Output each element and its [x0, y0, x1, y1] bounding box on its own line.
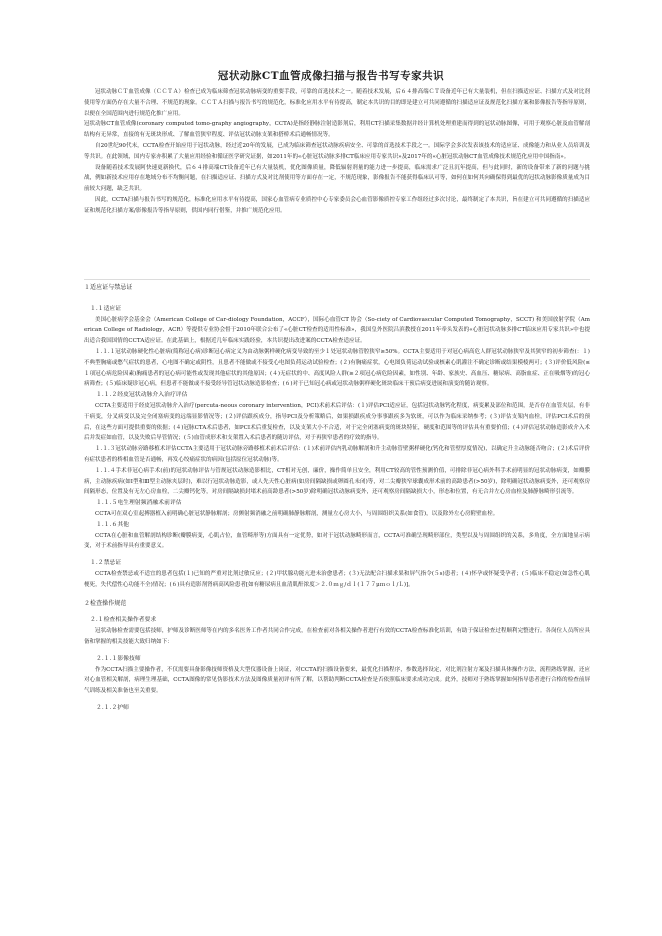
- subsection-heading: ２.１.２护师: [96, 704, 130, 711]
- body-paragraph: CCTA在心脏和血管解剖结构诊断(瓣膜病变，心肌占位，血管畸形等)方面具有一定优势，如对于冠状动脉畸形而言，CCTA可准确呈现畸形部位，类型以及与周围组织的关系，多角度，全方面地显示病变，对于术前指导具有重要意义。: [84, 532, 590, 550]
- body-paragraph: CCTA主要适用于经皮冠状动脉介入治疗(percuta-neous coronary intervention，PCI)术前术后评估：(１)评估PCI适应证，包括冠状动脉钙化程度，病变累及部位和范围，是否存在血管夹层，有非干病变，分叉病变以及完全闭塞病变的远端显影情况等；(２)评估跟疾成分，指导PCI及分析策略后，如果损跟疾成分事事跟疾多为软斑，可以作为临床采纳参考；(３)评估支架内血栓，评估PCI术后的预后，在这些方面可提供重要的依据；(４)冠脉CTA术后患者，如PCI术后重复检查，以及支架大小不合适，对于完全闭塞病变的斑块特征，硬度和范围等的评估具有重要价值；(４)评估冠状动脉造影成介入术后并发症如血管，以及失败后导管情况；(５)血管成形术和支架置入术后患者的随访评估，对于再狭窄患者的疗效的指导。: [84, 402, 590, 442]
- body-block: [84, 283, 590, 714]
- body-paragraph: CCTA可在双心室起搏器植入前明确心脏冠状静脉解剖；房颤射频消融之前明确肺静脉解剖，测量左心房大小，与周围组织关系(如食管)，以及除外左心房附壁血栓。: [95, 510, 499, 517]
- subsection-heading: １.１.２经皮冠状动脉介入治疗评估: [96, 392, 188, 399]
- section-heading: ２检查操作规范: [84, 599, 127, 607]
- body-paragraph: １.１.４手术非冠心病手术(前)的冠状动脉评估与管规冠状动脉造影相比，CT相对无创，廉价，操作简单且安全，利用CT较高的管性预测价值，可排除非冠心病外科手术前明显的冠状动脉病变，如瓣膜病，主动脉疾病(如Ⅰ型和Ⅲ型主动脉夹层时)，难以行冠状动脉造影，或人先天性心脏病(如房间隔缺损或卵圆孔未闭)等，对二尖瓣狭窄球囊成形术前的高龄患者(>50岁)，除明确冠状动脉病变外，还可观察房间隔形态，位置及有无左心房血栓，二尖瓣钙化等，对房间隔缺损封堵术前高龄患者(>50岁)除明确冠状动脉病变外，还可观察房间隔缺损大小，形态和位置，有无合并左心房血栓及肺静脉畸形引流等。: [84, 467, 590, 496]
- intro-paragraph: 因此，CCTA扫描与报告书写的规范化，标准化应用水平有待提高，国家心血管病专业质控中心专家委员会心血管影像质控专家工作组经过多次讨论，最终制定了本共识，旨在建立可共同遵循的扫描适应证和规范化扫描方案/影像报告等指导原则，供国内同行借鉴，并推广规范化应用。: [84, 196, 590, 214]
- subsection-heading: １.２禁忌证: [90, 560, 122, 567]
- body-paragraph: １.１.１冠状动脉硬化性心脏病(简称冠心病)诊断冠心病定义为由动脉粥样硬化病变导致的至少１处冠状动脉管腔狭窄≥50%。CCTA主要适用于对冠心病高危人群冠状动脉狭窄及其狭窄的初步筛查(：１)不典型胸痛或憋气症状的患者，心电图不确定或阴性，且患者不能做或不接受心电图负荷运动试验检查；(２)有胸痛症状，心电图负荷运动试验或核素心肌灌注不确定诊断或结果模棱两可；(３)评价低风险(≤１项冠心病危险因素)胸痛患者的冠心病可能性或发现其他症状的其他原因；(４)无症状的中、高度风险人群(≥２项冠心病危险因素，如性别、年龄、家族史、高血压、糖尿病、高脂血症、正在吸烟等)的冠心病筛查；(５)临床疑诊冠心病，但患者不能做或不接受经导管冠状动脉造影检查；(６)对于已知冠心病或冠状动脉粥样硬化斑块临床干预后病变进展和演变的随访观察。: [84, 348, 590, 388]
- body-paragraph: 作为CCTA扫描主要操作者，不仅需要具备影像技师资格及大型仪器设备上岗证，对CCTA的扫描设备要来，最优化扫描程序，参数选择设定，对比剂注射方案及扫描具体操作方法，流程熟练掌握，还应对心血管相关解剖，病理生理基础，CCTA图像的常见伪影技术方法及图像质量初评有所了解，以帮助判断CCTA检查是否依照临床要求成功完成。此外，技师对于熟练掌握如何指导患者进行合格的检查前屏气训练及相关准备也至关重要。: [84, 666, 590, 695]
- intro-paragraph: 自20世纪90代末，CCTA检查开始应用于冠状动脉，经过近20年的发展，已成为临床筛查冠状动脉疾病安全、可靠的首选技术手段之一。国际学会多次发表该技术的适应证、成像能力和从业人员培训及等共识。在此领域，国内专家亦积累了大量应用经验和循证医学研究证据，如2011年的«心脏冠状动脉多排CT临床应用专家共识»及2017年的«心脏冠状动脉CT血管成像技术规范化应用中国指南»。: [84, 142, 590, 160]
- subsection-heading: ２.１检查相关操作者要求: [90, 617, 157, 624]
- intro-paragraph: 设备随着技术发展阿快速更新换代，后６４排高端CT设备近年已有大量装机，优化图像质量，降低辐射剂量的能力进一步提高，临床需求广泛且沉年提高，但与此同时，新的设备带来了新的问题与挑战，例如新技术应用存在地域分布不均衡问题，在扫描适应证、扫描方式及对比剂使用等方面存在一定，不规范现象，影像报告不能获得临床认可等，如何在如何其向确保得到最优的冠状动脉影像质量成为目前较大问题，缺乏共识。: [84, 164, 590, 193]
- intro-paragraph: 冠状动脉ＣＴ血管成像（ＣＣＴＡ）检查已成为临床筛查冠状动脉病变的重要手段，可靠的首选技术之一。随着技术发展，后６４排高端ＣＴ设备近年已有大量装机，但在扫描适应证、扫描方式及对比剂使用等方面仍存在大量不合理、不规范的现象。ＣＣＴＡ扫描与报告书写的规范化，标准化应用水平有待提高，制定本共识的目的即是建立可共同遵循的扫描适应证及规范化扫描方案和影像报告等指导原则，以便在全国范围内进行规范化推广应用。: [84, 89, 590, 117]
- intro-block: [84, 87, 590, 217]
- subsection-heading: １.１适应证: [90, 305, 122, 312]
- body-paragraph: 冠状动脉检查需要包括技师，护师及诊断医师等在内的多名医务工作者共同合作完成，在检查前对各相关操作者进行有效的CCTA检查标准化培训，有助于保证检查过程顺利完整进行。各岗位人员所应具备和掌握的相关技能大致归纳如下：: [84, 628, 590, 645]
- subsection-heading: ２.１.１影像技师: [96, 655, 141, 662]
- subsection-heading: １.１.５电生理射频消融术前评估: [96, 500, 182, 507]
- body-paragraph: １.１.３冠状动脉旁路移植术评估CCTA主要适用于冠状动脉旁路移植术前术后评估：(１)术前评估内乳动脉解剖和升主动脉管壁粥样硬化(钙化和管壁厚度情况)，以确定升主动脉能否吻合；(２)术后评价有症状患者的桥相血管是否通畅，再发心绞痛症状的病因(包括原位冠状动脉)等。: [84, 446, 590, 463]
- section-heading: １适应证与禁忌证: [84, 284, 133, 291]
- body-paragraph: 美国心脏病学会基金会（American College of Car-diology Foundation，ACCF），国际心血管CT 协会（So-ciety of Cardiovascular Computed Tomography，SCCT) 和美国放射学院（American College of Radiology，ACR）等提供专业协会督于2010年联合公布了«心脏CT检查的适用性标准»，我国皇外医院吕滨教授在2011年牵头发表的«心脏冠状动脉多排CT临床应用专家共识»中也提出适合我国国情的CCTA适应证。在此基础上，根据近几年临床实践经验，本共识提出改进案的CCTA检查适应证。: [84, 316, 590, 345]
- document-title: 冠状动脉CT血管成像扫描与报告书写专家共识: [217, 70, 445, 82]
- intro-paragraph: 冠状动脉CT血管成像(coronary computed tomo-graphy angiography，CCTA)是指经静脉注射造影剂后，利用CT扫描采集数据并经计算机处理重建而得到的冠状动脉图像，可用于观察心脏及血管解剖结构有无异常，直接的有无斑块形成、了解血管狭窄程度、评估冠状动脉支架和搭桥术后通畅情况等。: [84, 121, 590, 139]
- subsection-heading: １.１.６其他: [96, 521, 130, 528]
- section-divider: [84, 279, 590, 280]
- body-paragraph: CCTA检查禁忌或不适宜的患者包括(１)已知的严重对比剂过敏反应；(２)甲状腺功能亢进未治愈患者；(３)无法配合扫描求果和屏气指令(５s)患者；(４)怀孕或怀疑受孕者；(５)临床不稳定(如急性心肌梗死，失代偿性心功能不全)情况；(６)具有造影剂肾病高风险患者[如有糖尿病且血清肌酐浓度＞２.０ｍｇ/ｄｌ(１７７μｍｏｌ/Ｌ)]。: [84, 570, 590, 588]
